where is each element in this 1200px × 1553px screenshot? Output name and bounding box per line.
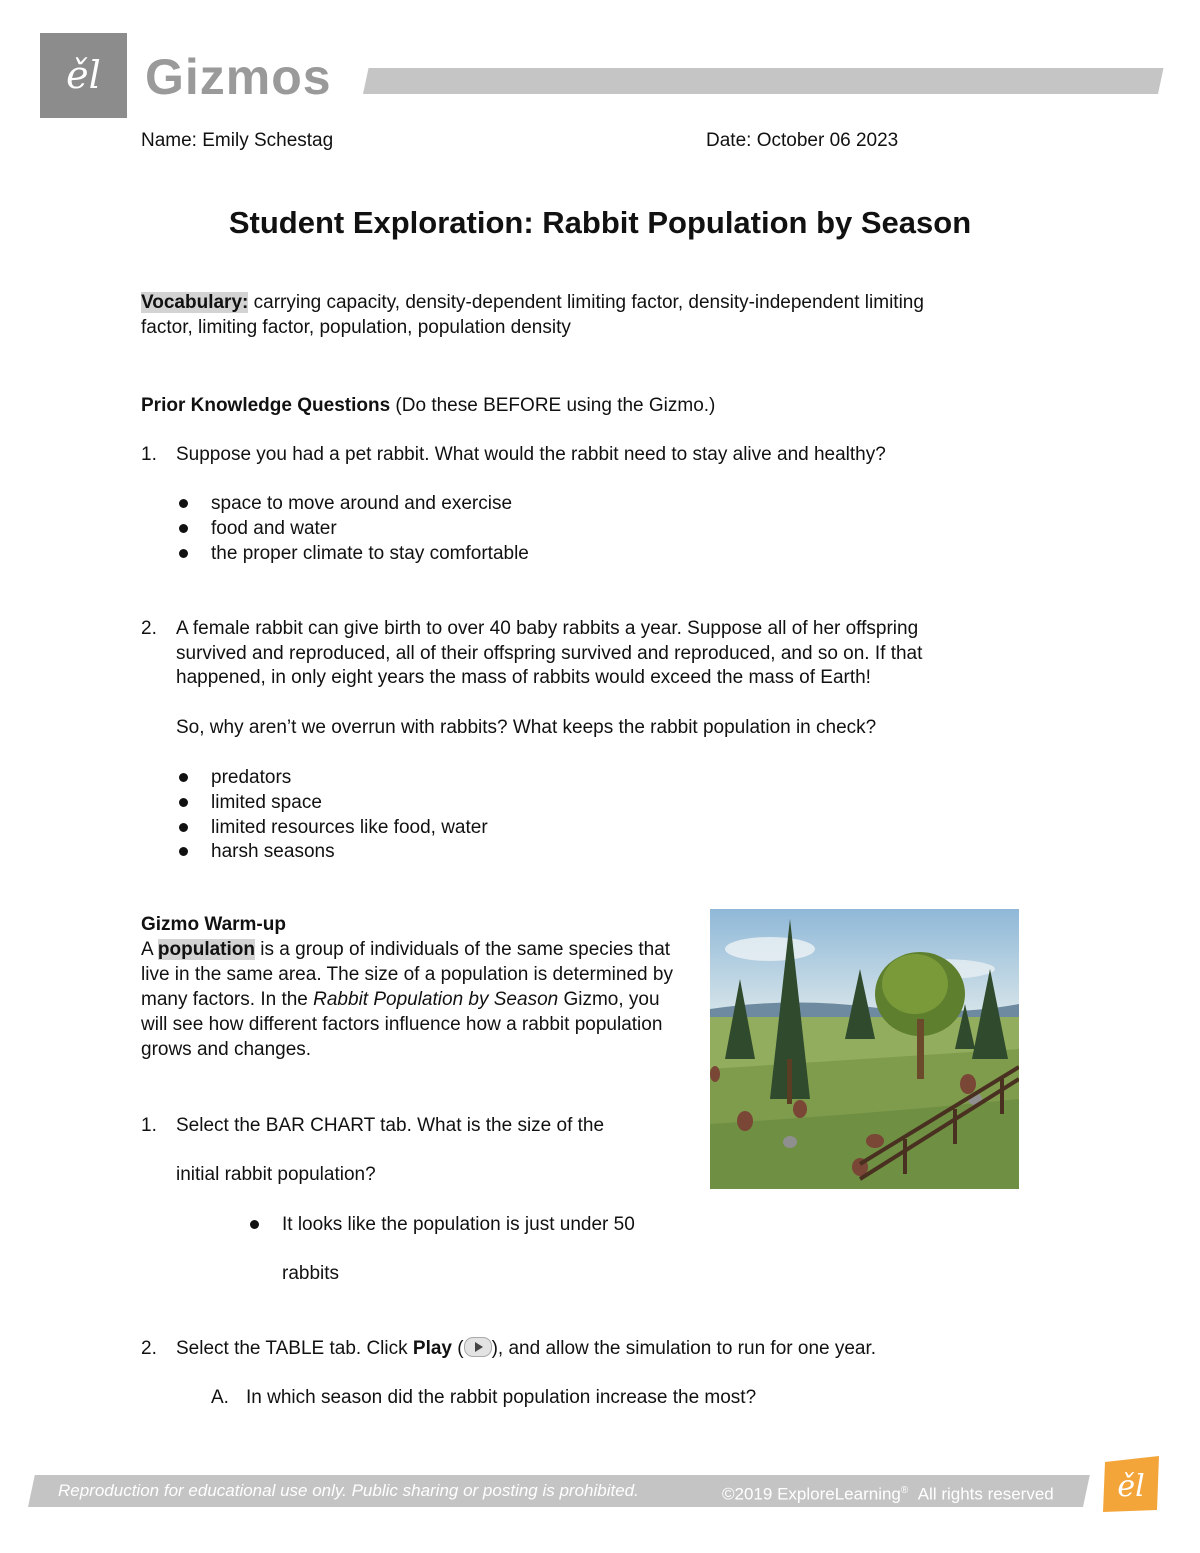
question-2-line-1: A female rabbit can give birth to over 40 baby rabbits a year. Suppose all of her offspring	[176, 618, 919, 639]
date-line	[706, 128, 898, 153]
question-2-followup: So, why aren’t we overrun with rabbits? What keeps the rabbit population in check?	[176, 717, 877, 738]
population-term: population	[157, 939, 255, 960]
copyright-text: ©2019 ExploreLearning	[722, 1484, 901, 1504]
play-icon	[464, 1337, 492, 1357]
warmup-heading: Gizmo Warm-up	[141, 914, 286, 935]
warmup-intro-a: A	[141, 939, 158, 960]
prior-knowledge-note: (Do these BEFORE using the Gizmo.)	[390, 395, 716, 416]
vocabulary-label: Vocabulary:	[141, 292, 249, 313]
svg-text:ěl: ěl	[1117, 1469, 1145, 1504]
gizmo-name: Rabbit Population by Season	[313, 989, 559, 1010]
q1-answer-1: space to move around and exercise	[211, 493, 513, 514]
date-value: October 06 2023	[756, 130, 899, 151]
question-2-number: 2.	[141, 618, 157, 639]
q2-answer-2: limited space	[211, 792, 322, 813]
prior-knowledge-heading	[141, 393, 715, 418]
warmup-q2a-text: In which season did the rabbit population increase the most?	[246, 1387, 757, 1408]
bullet-dot	[179, 823, 188, 832]
warmup-q2-text-a: Select the TABLE tab. Click	[176, 1338, 413, 1359]
bullet-dot	[250, 1220, 259, 1229]
bullet-dot	[179, 798, 188, 807]
header-decorative-bar	[363, 68, 1164, 94]
bullet-dot	[179, 549, 188, 558]
rights-reserved: All rights reserved	[917, 1484, 1054, 1504]
bullet-dot	[179, 524, 188, 533]
warmup-q1-answer-line-1: It looks like the population is just under 50	[282, 1214, 635, 1235]
gizmos-brand-title: Gizmos	[145, 49, 332, 105]
explorelearning-logo	[40, 33, 127, 118]
play-label: Play	[412, 1338, 452, 1359]
date-label: Date:	[706, 130, 752, 151]
warmup-q1-number: 1.	[141, 1115, 157, 1136]
warmup-q2-text-b: (	[452, 1338, 464, 1359]
warmup-intro-c: Gizmo, you will see how different factors influence how a rabbit population grows and changes.	[141, 989, 663, 1060]
warmup-q2-number: 2.	[141, 1338, 157, 1359]
warmup-intro-b: is a group of individuals of the same species that live in the same area. The size of a population is determined by many factors. In the	[141, 939, 673, 1010]
question-1-number: 1.	[141, 444, 157, 465]
bullet-dot	[179, 499, 188, 508]
warmup-q2a-letter: A.	[211, 1387, 229, 1408]
vocabulary-section	[141, 290, 1071, 340]
question-2-line-3: happened, in only eight years the mass of rabbits would exceed the mass of Earth!	[176, 667, 871, 688]
q2-answer-3: limited resources like food, water	[211, 817, 488, 838]
vocabulary-line-1: carrying capacity, density-dependent limiting factor, density-independent limiting	[248, 292, 924, 313]
student-name-line	[141, 128, 333, 153]
warmup-q2-text	[176, 1336, 876, 1361]
registered-mark: ®	[900, 1485, 909, 1496]
warmup-q1-line-1: Select the BAR CHART tab. What is the size of the	[176, 1115, 605, 1136]
q1-answer-3: the proper climate to stay comfortable	[211, 543, 529, 564]
warmup-intro	[141, 912, 686, 1062]
rabbit-meadow-illustration	[710, 909, 1019, 1189]
bullet-dot	[179, 847, 188, 856]
warmup-q2-text-c: ), and allow the simulation to run for one year.	[491, 1338, 877, 1359]
student-name: Emily Schestag	[202, 130, 334, 151]
warmup-q1-answer-line-2: rabbits	[282, 1263, 340, 1284]
warmup-q1-line-2: initial rabbit population?	[176, 1164, 376, 1185]
logo-glyph: ěl	[66, 53, 101, 97]
bullet-dot	[179, 773, 188, 782]
q2-answer-4: harsh seasons	[211, 841, 335, 862]
footer-reproduction-notice: Reproduction for educational use only. Public sharing or posting is prohibited.	[58, 1481, 639, 1500]
question-2-line-2: survived and reproduced, all of their offspring survived and reproduced, and so on. If that	[176, 643, 923, 664]
name-label: Name:	[141, 130, 197, 151]
vocabulary-line-2: factor, limiting factor, population, population density	[141, 317, 571, 338]
explorelearning-corner-icon	[1097, 1452, 1165, 1516]
q2-answer-1: predators	[211, 767, 292, 788]
page-title: Student Exploration: Rabbit Population by Season	[228, 205, 972, 240]
prior-knowledge-title: Prior Knowledge Questions	[141, 395, 391, 416]
question-1-text: Suppose you had a pet rabbit. What would the rabbit need to stay alive and healthy?	[176, 444, 886, 465]
footer-copyright	[722, 1480, 1054, 1506]
q1-answer-2: food and water	[211, 518, 337, 539]
